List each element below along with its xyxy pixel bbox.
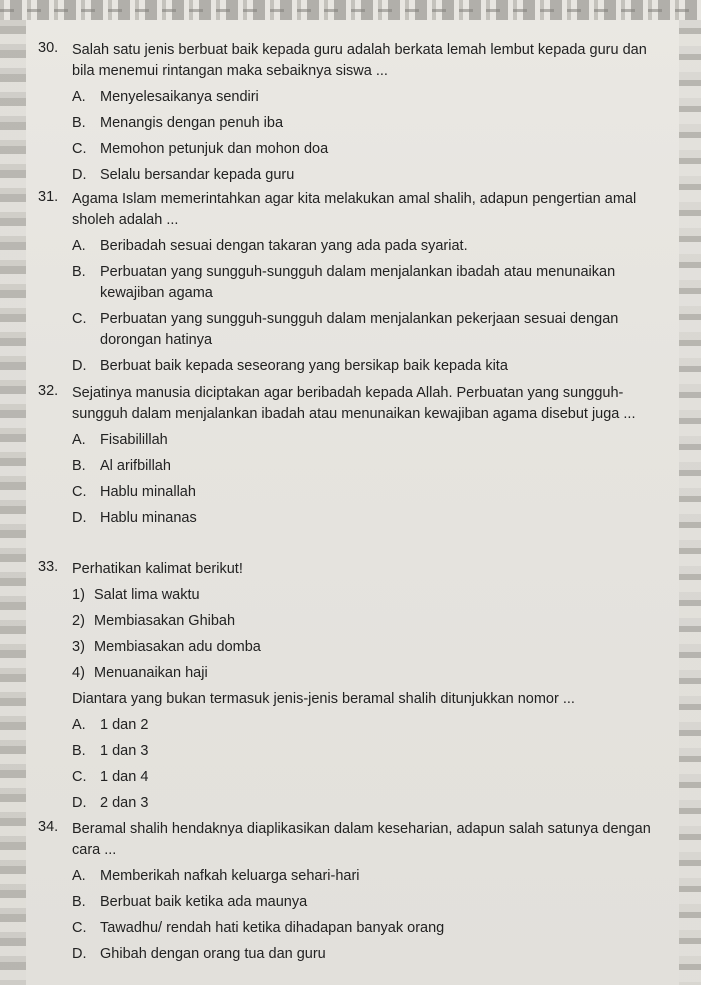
- option-d[interactable]: [58, 944, 668, 965]
- question-34: [38, 819, 668, 965]
- question-text: Sejatinya manusia diciptakan agar beribadah kepada Allah. Perbuatan yang sungguh-sungguh dalam menjalankan ibadah atau menunaikan kewajiban agama disebut juga ...: [72, 385, 636, 422]
- option-letter: C.: [72, 769, 87, 785]
- option-letter: A.: [72, 238, 86, 254]
- option-letter: C.: [72, 311, 87, 327]
- option-letter: C.: [72, 484, 87, 500]
- statement-text: Menuanaikan haji: [94, 665, 208, 681]
- option-letter: C.: [72, 141, 87, 157]
- option-b[interactable]: [58, 892, 668, 913]
- options-list: [58, 87, 668, 186]
- option-text: 1 dan 3: [100, 743, 149, 759]
- statement-number: 3): [72, 639, 85, 655]
- option-b[interactable]: [58, 741, 668, 762]
- statement-2: [58, 611, 668, 632]
- question-30: [38, 40, 668, 186]
- option-letter: A.: [72, 89, 86, 105]
- statement-4: [58, 663, 668, 684]
- option-a[interactable]: [58, 87, 668, 108]
- options-list: [58, 430, 668, 529]
- question-text: Perhatikan kalimat berikut!: [72, 561, 243, 577]
- option-letter: A.: [72, 717, 86, 733]
- option-text: Berbuat baik kepada seseorang yang bersikap baik kepada kita: [100, 358, 508, 374]
- option-text: Memberikah nafkah keluarga sehari-hari: [100, 868, 360, 884]
- option-c[interactable]: [58, 767, 668, 788]
- question-prompt: Diantara yang bukan termasuk jenis-jenis beramal shalih ditunjukkan nomor ...: [72, 691, 575, 707]
- option-a[interactable]: [58, 430, 668, 451]
- option-c[interactable]: [58, 139, 668, 160]
- option-letter: A.: [72, 432, 86, 448]
- option-letter: B.: [72, 115, 86, 131]
- question-33: [38, 559, 668, 814]
- option-d[interactable]: [58, 793, 668, 814]
- question-32: [38, 383, 668, 529]
- options-list: [58, 236, 668, 377]
- statement-text: Salat lima waktu: [94, 587, 200, 603]
- option-text: Perbuatan yang sungguh-sungguh dalam menjalankan pekerjaan sesuai dengan dorongan hatinya: [100, 311, 619, 348]
- option-b[interactable]: [58, 456, 668, 477]
- option-letter: D.: [72, 795, 87, 811]
- option-text: Perbuatan yang sungguh-sungguh dalam menjalankan ibadah atau menunaikan kewajiban agama: [100, 264, 616, 301]
- question-text: Beramal shalih hendaknya diaplikasikan dalam keseharian, adapun salah satunya dengan cara ...: [72, 821, 651, 858]
- option-b[interactable]: [58, 113, 668, 134]
- option-letter: B.: [72, 743, 86, 759]
- option-text: 2 dan 3: [100, 795, 149, 811]
- option-a[interactable]: [58, 236, 668, 257]
- option-letter: B.: [72, 894, 86, 910]
- option-text: Al arifbillah: [100, 458, 171, 474]
- statement-1: [58, 585, 668, 606]
- option-letter: A.: [72, 868, 86, 884]
- options-list: [58, 866, 668, 965]
- statement-number: 1): [72, 587, 85, 603]
- option-c[interactable]: [58, 918, 668, 939]
- option-d[interactable]: [58, 508, 668, 529]
- option-text: Menangis dengan penuh iba: [100, 115, 284, 131]
- option-text: Hablu minanas: [100, 510, 197, 526]
- statement-number: 2): [72, 613, 85, 629]
- option-text: Hablu minallah: [100, 484, 196, 500]
- option-text: Tawadhu/ rendah hati ketika dihadapan banyak orang: [100, 920, 445, 936]
- option-c[interactable]: [58, 482, 668, 503]
- option-text: Memohon petunjuk dan mohon doa: [100, 141, 329, 157]
- question-text: Salah satu jenis berbuat baik kepada guru adalah berkata lemah lembut kepada guru dan bila menemui rintangan maka sebaiknya siswa ...: [72, 42, 647, 79]
- question-number: 32.: [38, 383, 59, 399]
- question-number: 33.: [38, 559, 59, 575]
- option-letter: D.: [72, 167, 87, 183]
- statement-number: 4): [72, 665, 85, 681]
- option-letter: D.: [72, 946, 87, 962]
- question-number: 31.: [38, 189, 59, 205]
- option-c[interactable]: [58, 309, 668, 351]
- question-31: [38, 189, 668, 377]
- option-letter: B.: [72, 458, 86, 474]
- option-d[interactable]: [58, 356, 668, 377]
- option-a[interactable]: [58, 866, 668, 887]
- option-text: 1 dan 2: [100, 717, 149, 733]
- options-list: [58, 715, 668, 814]
- option-text: Fisabilillah: [100, 432, 168, 448]
- option-letter: C.: [72, 920, 87, 936]
- statements-list: [58, 585, 668, 684]
- option-b[interactable]: [58, 262, 668, 304]
- option-letter: D.: [72, 358, 87, 374]
- statement-3: [58, 637, 668, 658]
- option-d[interactable]: [58, 165, 668, 186]
- option-text: Selalu bersandar kepada guru: [100, 167, 295, 183]
- option-letter: D.: [72, 510, 87, 526]
- option-text: Beribadah sesuai dengan takaran yang ada pada syariat.: [100, 238, 468, 254]
- question-number: 34.: [38, 819, 59, 835]
- option-text: Menyelesaikanya sendiri: [100, 89, 259, 105]
- option-text: 1 dan 4: [100, 769, 149, 785]
- question-number: 30.: [38, 40, 59, 56]
- question-text: Agama Islam memerintahkan agar kita melakukan amal shalih, adapun pengertian amal sholeh adalah ...: [72, 191, 637, 228]
- statement-text: Membiasakan adu domba: [94, 639, 261, 655]
- option-a[interactable]: [58, 715, 668, 736]
- option-text: Berbuat baik ketika ada maunya: [100, 894, 308, 910]
- option-letter: B.: [72, 264, 86, 280]
- statement-text: Membiasakan Ghibah: [94, 613, 236, 629]
- option-text: Ghibah dengan orang tua dan guru: [100, 946, 326, 962]
